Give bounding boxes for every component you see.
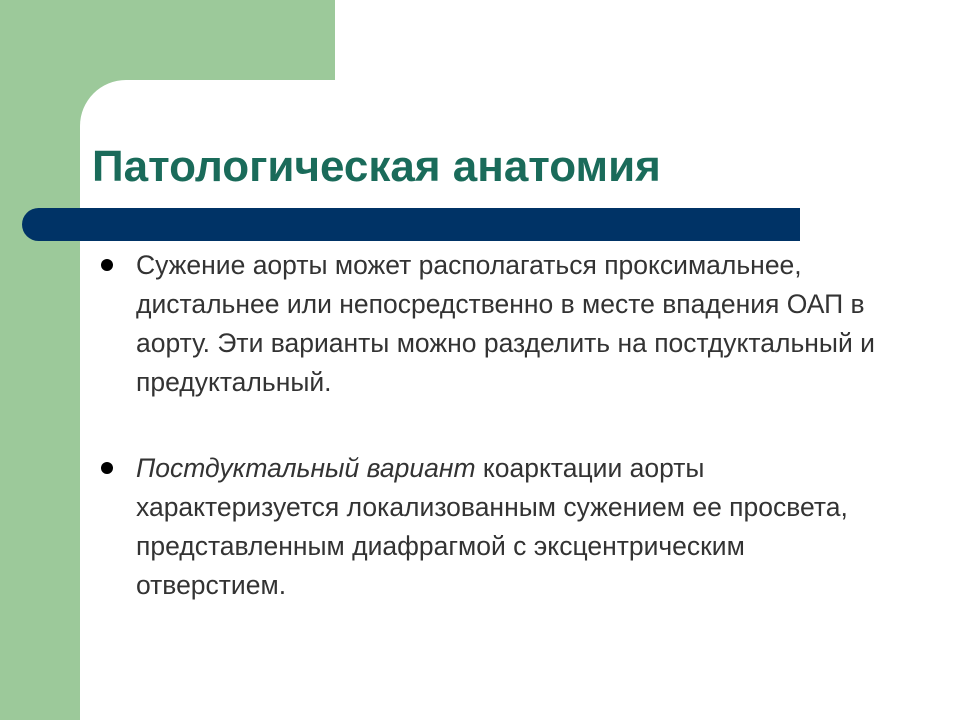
bullet-emphasis: Постдуктальный вариант [136, 453, 476, 483]
bullet-list [96, 246, 886, 605]
bullet-dot-icon [101, 259, 113, 271]
bullet-item [96, 449, 886, 605]
bullet-text [136, 453, 848, 600]
bullet-dot-icon [101, 462, 113, 474]
bullet-item [96, 246, 886, 402]
bullet-text-rest: коарктации аорты характеризуется локализованным сужением ее просвета, представленным диафрагмой с эксцентрическим отверстием. [136, 453, 848, 600]
bullet-text: Сужение аорты может располагаться проксимальнее, дистальнее или непосредственно в месте впадения ОАП в аорту. Эти варианты можно разделить на постдуктальный и предуктальный. [136, 250, 875, 397]
slide-title: Патологическая анатомия [92, 142, 661, 191]
title-underline-bar [22, 208, 800, 241]
